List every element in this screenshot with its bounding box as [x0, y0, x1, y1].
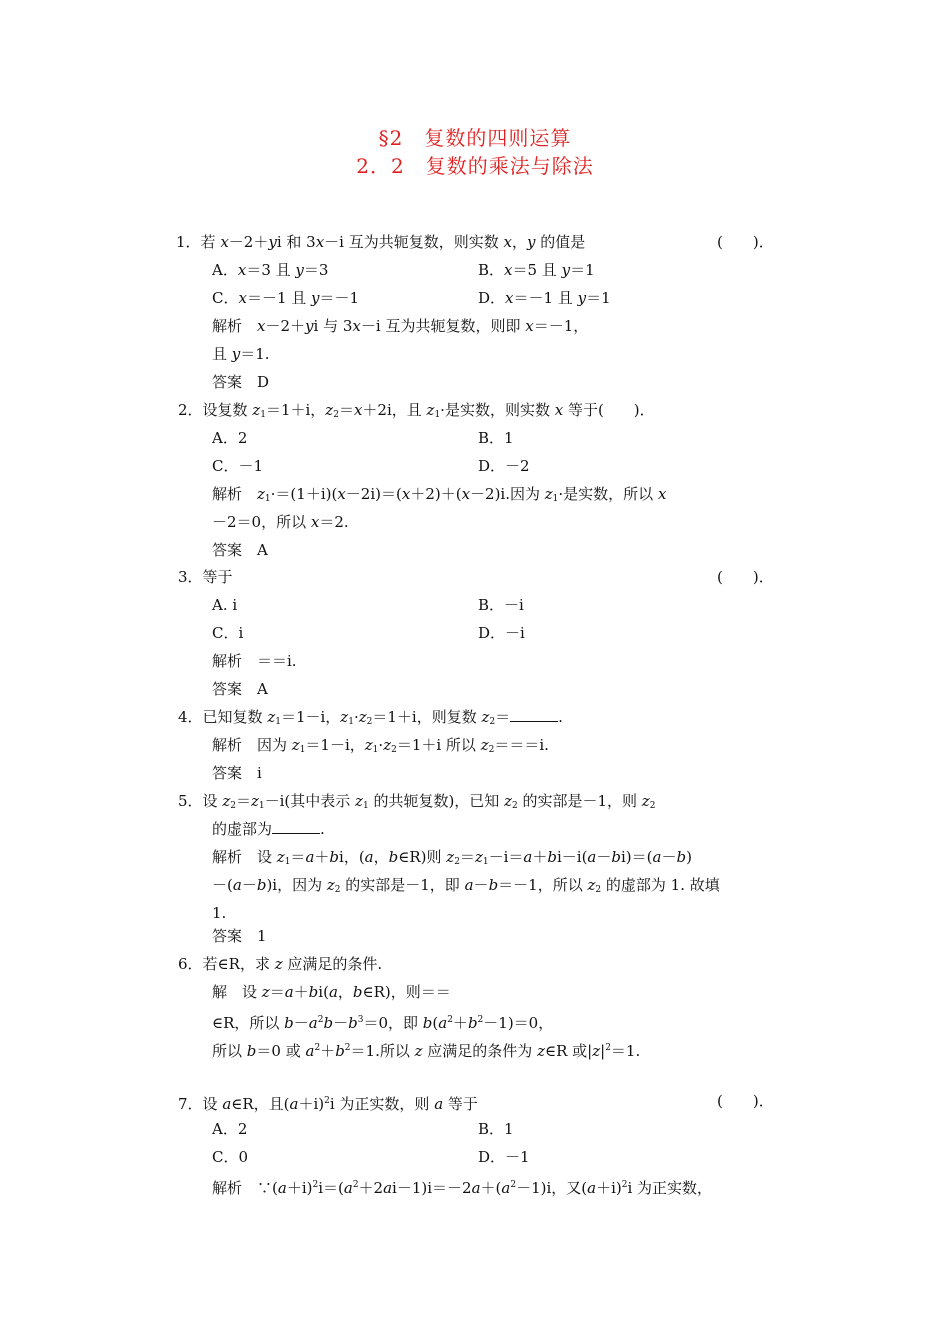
q2-option-c: C．－1 [212, 457, 264, 475]
q2-solution-cont: －2＝0，所以 x＝2. [212, 513, 349, 531]
q7-option-c: C．0 [212, 1148, 249, 1166]
q7-option-b: B．1 [478, 1120, 514, 1138]
q6-solution-line3: 所以 b＝0 或 $a^2+b^2=1$.所以 z 应满足的条件为 z∈R 或$|z|^2=1$. [212, 1042, 641, 1060]
q5-solution-end: 1. [212, 904, 227, 922]
q3-answer: 答案 A [212, 680, 268, 698]
q3-option-a: A. i [212, 596, 238, 614]
q5-stem-cont: 的虚部为 . [212, 820, 325, 838]
q3-option-c: C．i [212, 624, 244, 642]
section-title: §2 复数的四则运算 [378, 126, 572, 150]
q1-answer: 答案 D [212, 373, 270, 391]
q3-option-d: D．－i [478, 624, 525, 642]
q3-solution: 解析 ＝＝i. [212, 652, 297, 670]
q7-option-d: D．－1 [478, 1148, 530, 1166]
q2-option-a: A．2 [212, 429, 248, 447]
q1-answer-paren: ( )． [717, 233, 774, 251]
q2-solution: 解析 $z_1\cdot=(1+i)(x-2i)=(x+2)+(x-2)i$.因为 $z_1\cdot$是实数，所以 x [212, 485, 667, 504]
q4-solution: 解析 因为 $z_1=1-i$，$z_1\cdot z_2=1+i$ 所以 $z_2===i$. [212, 736, 549, 755]
q4-stem: 4．已知复数 $z_1=1-i$，$z_1\cdot z_2=1+i$，则复数 $z_2=$ . [178, 708, 563, 727]
q7-answer-paren: ( )． [717, 1092, 774, 1110]
q6-stem: 6．若∈R，求 z 应满足的条件. [178, 955, 383, 973]
q1-option-b: B．x＝5 且 y＝1 [478, 261, 595, 279]
q2-option-b: B．1 [478, 429, 514, 447]
q7-option-a: A．2 [212, 1120, 248, 1138]
subsection-title: 2．2 复数的乘法与除法 [356, 154, 594, 178]
q2-option-d: D．－2 [478, 457, 530, 475]
q3-stem: 3．等于 [178, 568, 233, 586]
q7-stem: 7．设 a∈R，且$(a+i)^2i$ 为正实数，则 a 等于 [178, 1095, 478, 1113]
q3-answer-paren: ( )． [717, 568, 774, 586]
q5-answer: 答案 1 [212, 927, 267, 945]
q6-solution: 解 设 z＝a＋bi(a，b∈R)，则＝＝ [212, 983, 451, 1001]
q5-blank [272, 819, 320, 834]
q5-solution-cont: －(a－b)i，因为 $z_2$ 的实部是－1，即 a－b＝－1，所以 $z_2$ 的虚部为 1. 故填 [212, 876, 720, 895]
q7-solution: 解析 $\because(a+i)^2i=(a^2+2ai-1)i=-2a+(a^2-1)i$，又$(a+i)^2i$ 为正实数， [212, 1179, 713, 1197]
q5-stem: 5．设 $z_2=z_1-i$(其中表示 $z_1$ 的共轭复数)，已知 $z_2$ 的实部是－1，则 $z_2$ [178, 792, 656, 811]
q1-stem: 1．若 x－2＋yi 和 3x－i 互为共轭复数，则实数 x，y 的值是 [176, 233, 586, 251]
q2-stem: 2．设复数 $z_1=1+i$，$z_2=x+2i$，且 $z_1\cdot$是实数，则实数 x 等于( )． [178, 401, 655, 420]
q1-option-d: D．x＝－1 且 y＝1 [478, 289, 611, 307]
q4-blank [510, 707, 558, 722]
q1-solution: 解析 x－2＋yi 与 3x－i 互为共轭复数，则即 x＝－1， [212, 317, 589, 335]
q3-option-b: B．－i [478, 596, 524, 614]
q6-solution-line2: ∈R，所以 $b-a^2b-b^3=0$，即 $b(a^2+b^2-1)=0$， [212, 1014, 554, 1032]
q5-solution: 解析 设 $z_1=a+bi$，(a，b∈R)则 $z_2=z_1-i=a+bi-i(a-bi)=(a-b)$ [212, 848, 692, 867]
q1-solution-cont: 且 y＝1. [212, 345, 270, 363]
q4-answer: 答案 i [212, 764, 262, 782]
q1-option-a: A．x＝3 且 y＝3 [212, 261, 329, 279]
q2-answer: 答案 A [212, 541, 268, 559]
q1-option-c: C．x＝－1 且 y＝－1 [212, 289, 360, 307]
